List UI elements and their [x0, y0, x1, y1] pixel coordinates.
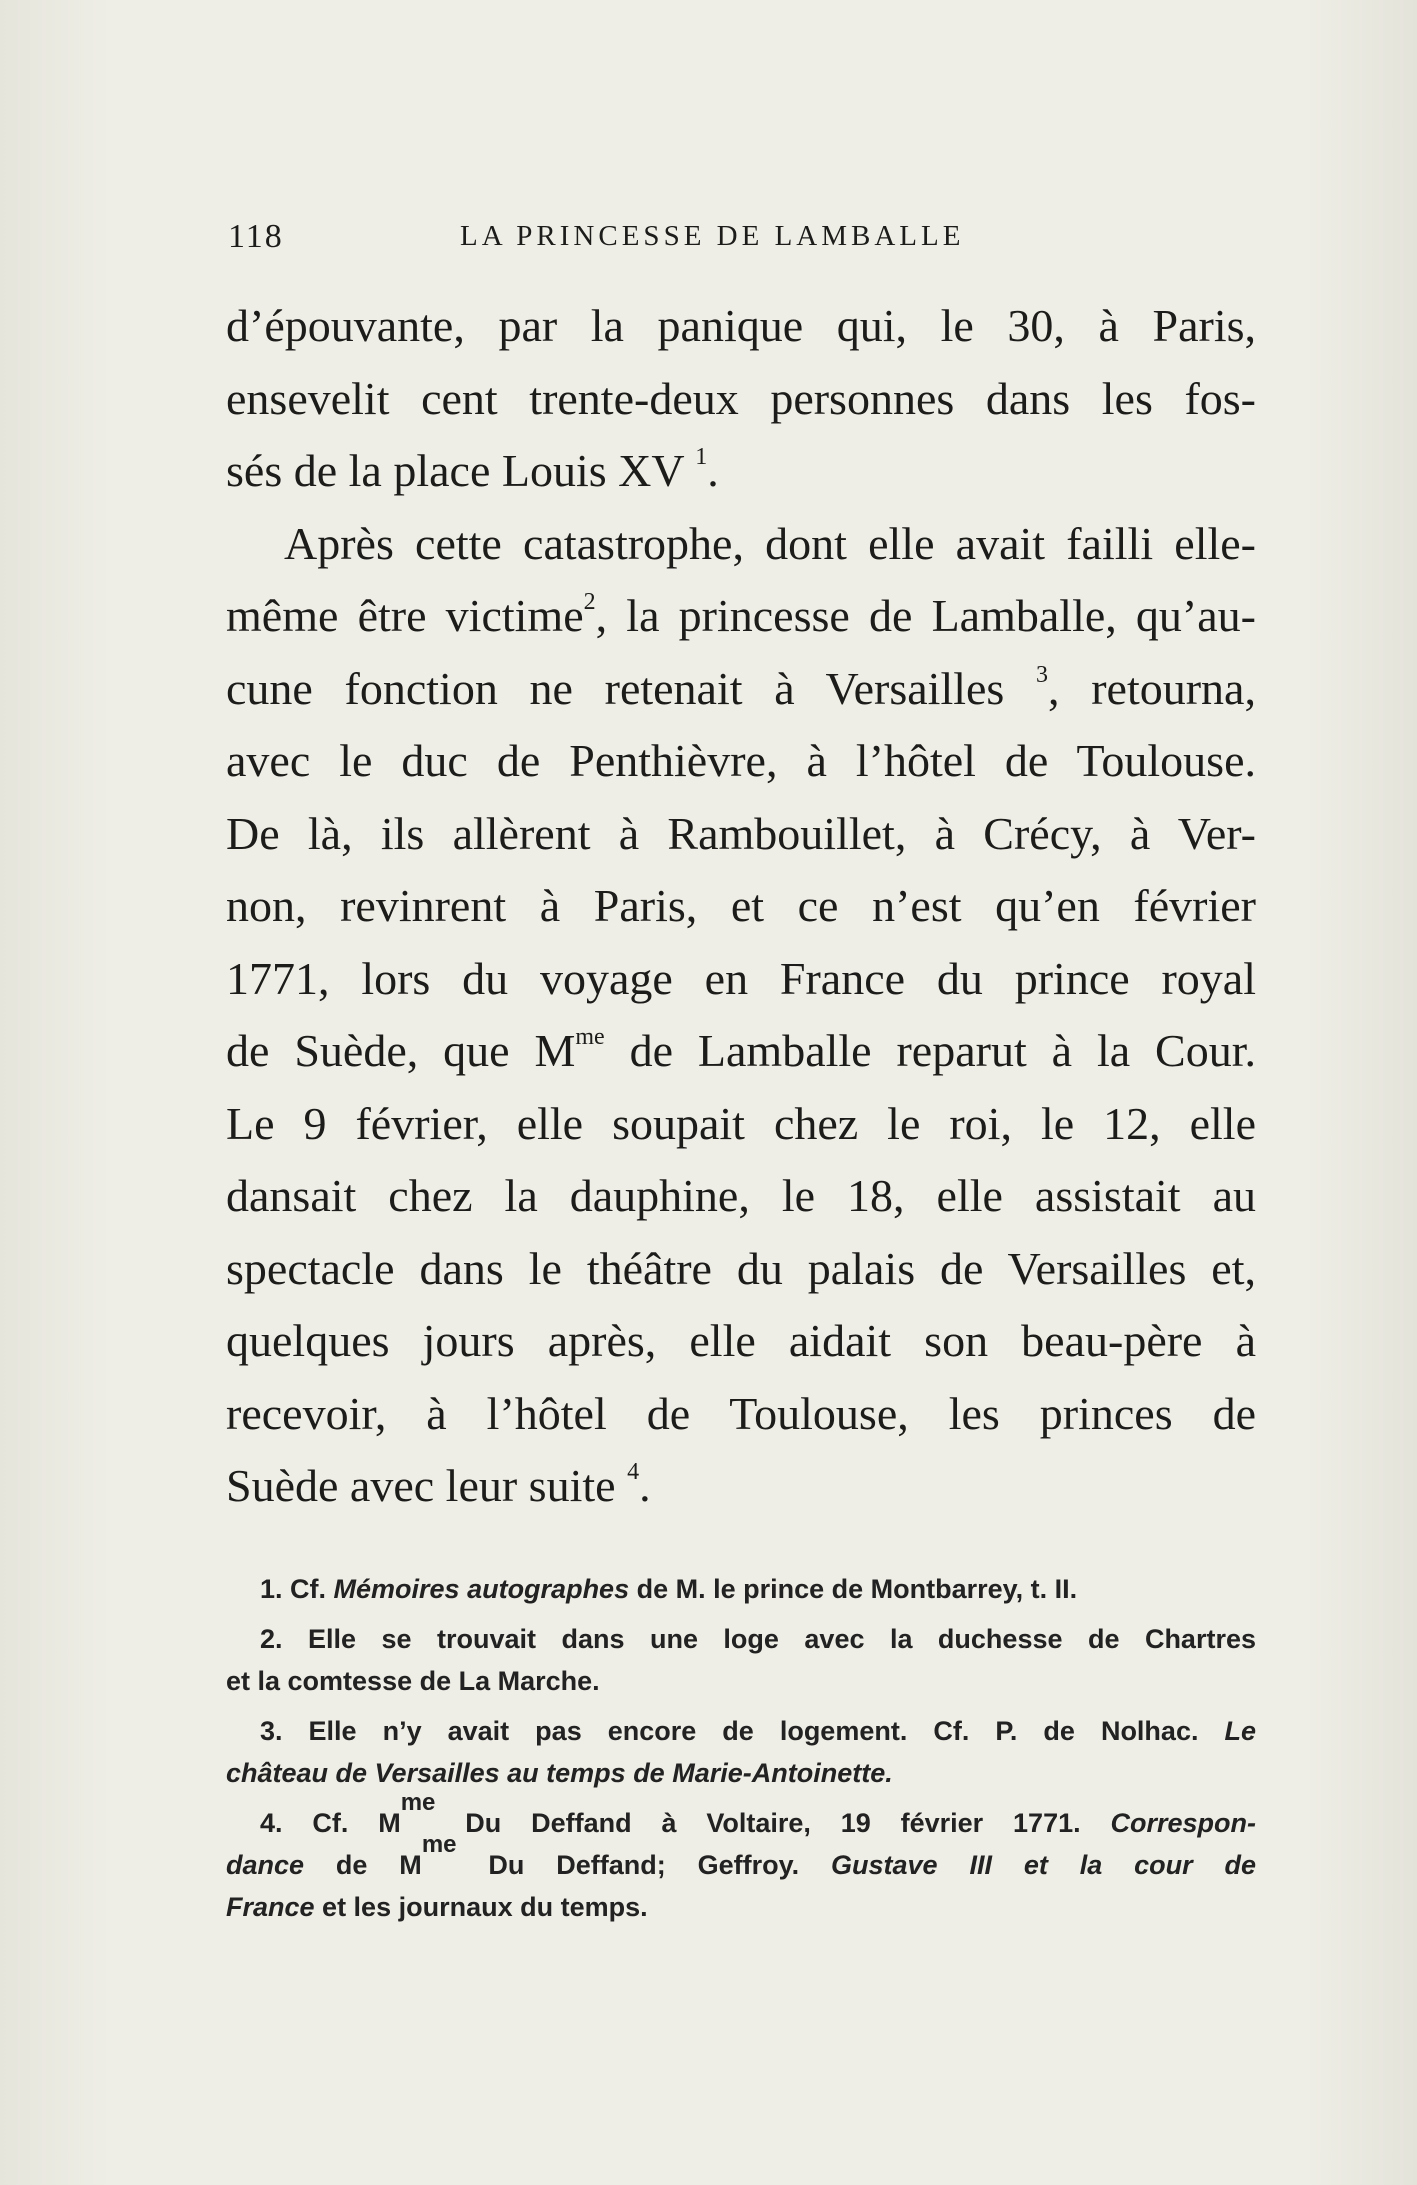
text-line: avec le duc de Penthièvre, à l’hôtel de Toulouse.	[226, 735, 1256, 786]
body-text	[226, 290, 1256, 1523]
page-number: 118	[228, 218, 284, 255]
text-line: Le 9 février, elle soupait chez le roi, le 12, elle	[226, 1097, 1256, 1149]
page-header	[228, 218, 1258, 258]
superscript: 4	[627, 1459, 640, 1485]
text-line: Après cette catastrophe, dont elle avait failli elle-	[284, 517, 1256, 569]
text-line: 1771, lors du voyage en France du prince royal	[226, 952, 1256, 1004]
footnote-line: 4. Cf. $M^{me}$ Du Deffand à Voltaire, 19 février 1771. Correspon-	[260, 1789, 1256, 1838]
text-line: recevoir, à l’hôtel de Toulouse, les princes de	[226, 1387, 1256, 1439]
footnote-line	[226, 1752, 1256, 1794]
text-line: quelques jours après, elle aidait son beau-père à	[226, 1315, 1256, 1366]
italic-text: France	[226, 1892, 315, 1922]
italic-text: Gustave III et la cour de	[831, 1850, 1256, 1880]
footnotes	[226, 1568, 1256, 1936]
text-line: de Suède, que $M^{me}$ de Lamballe reparut à la Cour.	[226, 1024, 1257, 1076]
footnote	[226, 1789, 1256, 1928]
italic-text: château de Versailles au temps de Marie-Antoinette.	[226, 1758, 893, 1788]
text-line: dansait chez la dauphine, le 18, elle assistait au	[226, 1170, 1256, 1221]
text-line: Suède avec leur suite $^4$.	[226, 1459, 651, 1511]
superscript: 3	[1036, 661, 1049, 688]
footnote-line: France et les journaux du temps.	[226, 1892, 648, 1922]
italic-text: Mémoires autographes	[333, 1574, 630, 1604]
text-line: De là, ils allèrent à Rambouillet, à Crécy, à Ver-	[226, 807, 1256, 859]
text-line: d’épouvante, par la panique qui, le 30, à Paris,	[226, 300, 1256, 351]
text-line: ensevelit cent trente-deux personnes dans les fos-	[226, 372, 1256, 424]
footnote	[226, 1710, 1256, 1794]
text-line: sés de la place Louis XV $^1$.	[226, 444, 719, 496]
footnote-line: 3. Elle n’y avait pas encore de logement. Cf. P. de Nolhac. Le	[260, 1716, 1256, 1746]
footnote-line: 1. Cf. Mémoires autographes de M. le prince de Montbarrey, t. II.	[260, 1574, 1078, 1604]
italic-text: Correspon-	[1110, 1808, 1256, 1838]
text-line: spectacle dans le théâtre du palais de Versailles et,	[226, 1242, 1256, 1294]
superscript: me	[421, 1831, 457, 1858]
footnote	[226, 1618, 1256, 1702]
running-title: LA PRINCESSE DE LAMBALLE	[460, 220, 965, 252]
footnote-line: 2. Elle se trouvait dans une loge avec la duchesse de Chartres	[260, 1624, 1256, 1654]
superscript: 2	[583, 589, 596, 615]
footnote-line: dance de $M^{me}$ Du Deffand; Geffroy. Gustave III et la cour de	[226, 1831, 1256, 1880]
text-line: cune fonction ne retenait à Versailles $^3$, retourna,	[226, 661, 1256, 714]
italic-text: dance	[226, 1850, 305, 1880]
italic-text: Le	[1224, 1716, 1256, 1746]
text-line: même être victime$^2$, la princesse de Lamballe, qu’au-	[226, 589, 1256, 641]
text-line: non, revinrent à Paris, et ce n’est qu’en février	[226, 880, 1256, 931]
superscript: me	[400, 1789, 436, 1816]
footnote-line: et la comtesse de La Marche.	[226, 1666, 600, 1696]
superscript: me	[575, 1024, 605, 1050]
superscript: 1	[695, 444, 708, 470]
footnote	[226, 1568, 1256, 1610]
